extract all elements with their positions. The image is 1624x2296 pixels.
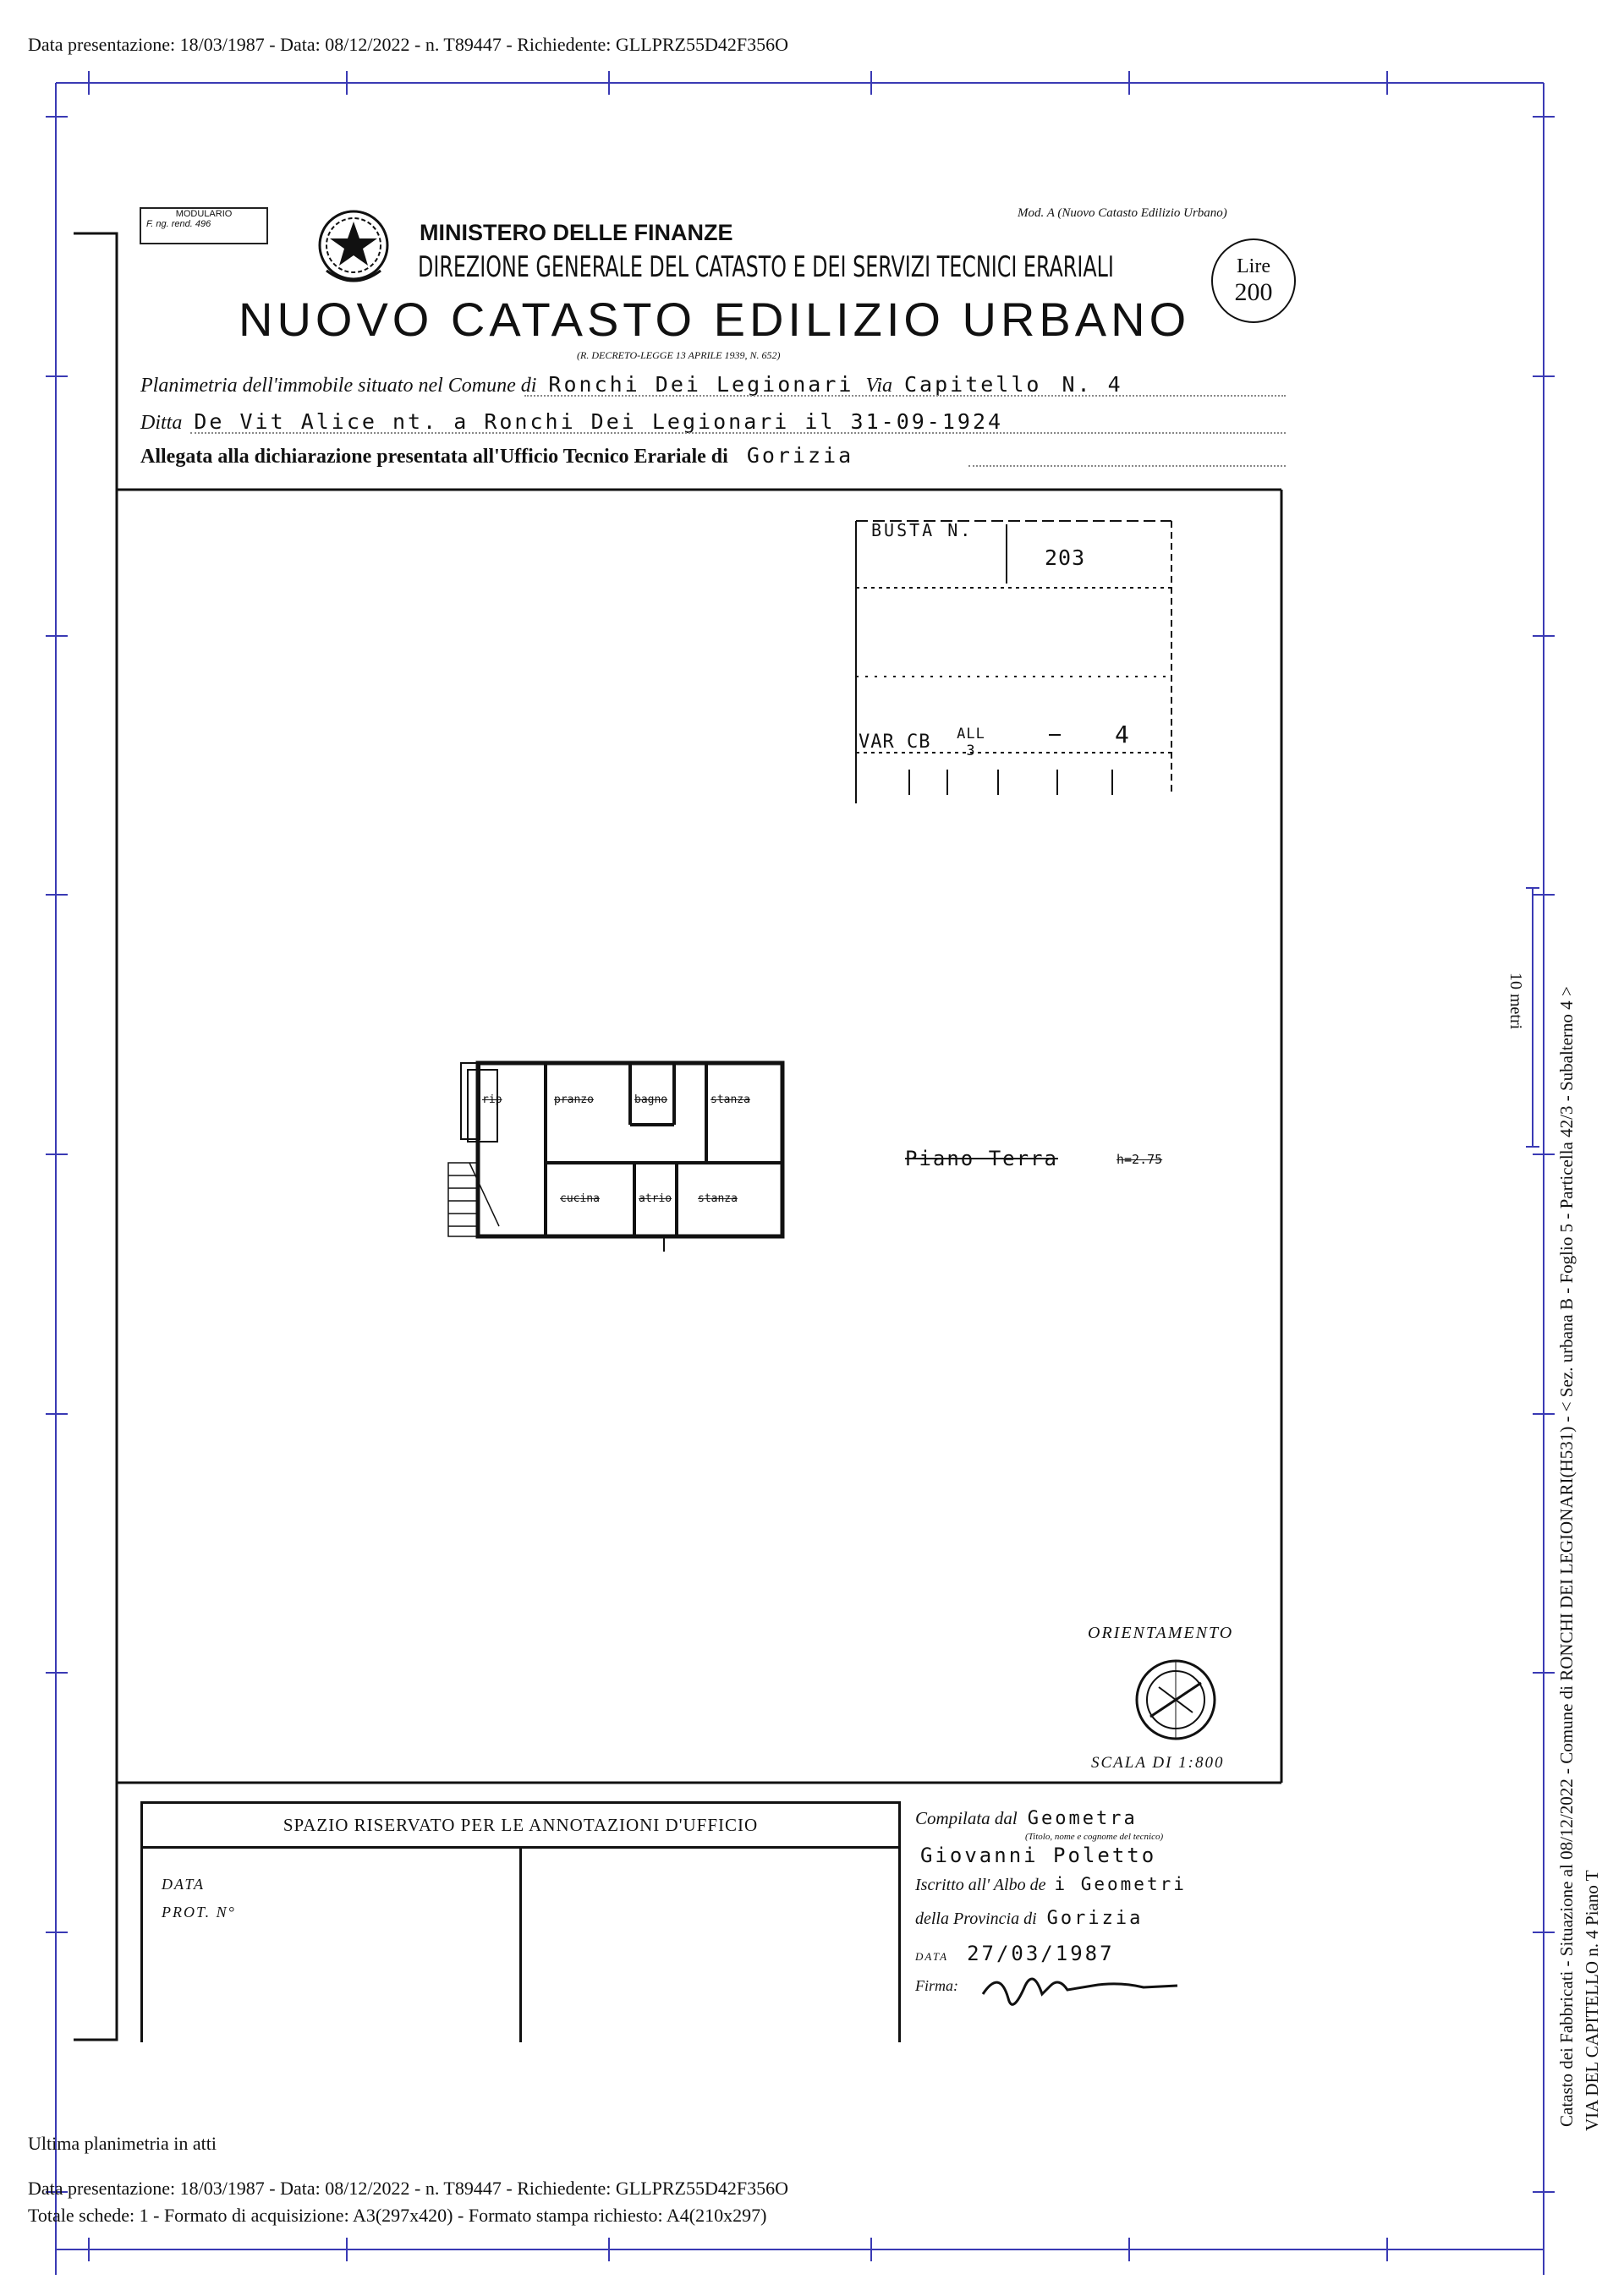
busta-number: 203 [1045, 545, 1086, 570]
modulario-code: F. ng. rend. 496 [146, 219, 211, 229]
compass-icon [1125, 1649, 1226, 1751]
form-line-1 [140, 372, 1284, 397]
all-label: ALL 3 [957, 726, 985, 759]
form-line-2 [140, 409, 1284, 435]
office-divider [519, 1849, 522, 2042]
office-title: SPAZIO RISERVATO PER LE ANNOTAZIONI D'UFFICIO [143, 1804, 898, 1849]
line1-num: N. 4 [1062, 372, 1123, 397]
line1-via-label: Via [865, 375, 892, 397]
room-bagno: bagno [634, 1093, 668, 1106]
name-hint: (Titolo, nome e cognome del tecnico) [1025, 1832, 1164, 1842]
busta-label: BUSTA N. [871, 520, 974, 540]
provincia-value: Gorizia [1046, 1908, 1144, 1929]
line3-value: Gorizia [746, 443, 854, 468]
line2-value: De Vit Alice nt. a Ronchi Dei Legionari il 31-09-1924 [194, 409, 1004, 434]
signature [974, 1960, 1194, 2019]
compiler-data-label: DATA [915, 1950, 949, 1963]
line1-label: Planimetria dell'immobile situato nel Comune di [140, 375, 537, 397]
state-emblem-icon [311, 203, 396, 294]
header-line: Data presentazione: 18/03/1987 - Data: 08/12/2022 - n. T89447 - Richiedente: GLLPRZ55D42F356O [28, 34, 788, 55]
orientation-label: ORIENTAMENTO [1088, 1624, 1234, 1642]
compiler-block [915, 1808, 1287, 2011]
firma-label: Firma: [915, 1977, 958, 1994]
room-pranzo: pranzo [554, 1093, 594, 1106]
ministry-title: MINISTERO DELLE FINANZE [420, 220, 733, 245]
line3-label: Allegata alla dichiarazione presentata all'Ufficio Tecnico Erariale di [140, 446, 728, 468]
albo-value: i Geometri [1054, 1874, 1187, 1894]
scale-bar-label: 10 metri [1506, 973, 1525, 1030]
iscritto-label: Iscritto all' Albo de [915, 1876, 1046, 1894]
busta-stamp [846, 507, 1184, 812]
side-text-2: VIA DEL CAPITELLO n. 4 Piano T [1582, 1870, 1602, 2131]
side-text-1: Catasto dei Fabbricati - Situazione al 08/12/2022 - Comune di RONCHI DEI LEGIONARI(H531) - < Sez. urbana B - Foglio 5 - Particella 42/3 - Subalterno 4 > [1556, 986, 1577, 2127]
compiler-date: 27/03/1987 [967, 1942, 1115, 1965]
footer-line-1: Ultima planimetria in atti [28, 2133, 217, 2154]
scale-label: SCALA DI 1:800 [1091, 1754, 1225, 1772]
line1-comune: Ronchi Dei Legionari [548, 372, 854, 397]
busta-code: 4 [1115, 721, 1130, 748]
fee-stamp [1211, 238, 1296, 323]
dash-mark [1049, 734, 1061, 736]
room-cucina: cucina [560, 1192, 600, 1205]
fee-label: Lire [1237, 255, 1270, 277]
room-atrio: atrio [639, 1192, 672, 1205]
compiler-title: Geometra [1027, 1808, 1138, 1829]
floor-label: Piano Terra [905, 1147, 1058, 1170]
room-rip: rip [482, 1093, 502, 1106]
floor-height: h=2.75 [1116, 1152, 1163, 1167]
compilata-label: Compilata dal [915, 1808, 1018, 1828]
line1-via: Capitello [904, 372, 1042, 397]
provincia-label: della Provincia di [915, 1910, 1037, 1928]
office-box [140, 1801, 901, 2042]
compiler-name: Giovanni Poletto [920, 1844, 1157, 1867]
mod-label: Mod. A (Nuovo Catasto Edilizio Urbano) [1018, 206, 1227, 220]
room-stanza-1: stanza [710, 1093, 750, 1106]
form-title: NUOVO CATASTO EDILIZIO URBANO [239, 293, 1191, 346]
var-label: VAR CB [859, 732, 931, 753]
room-stanza-2: stanza [698, 1192, 738, 1205]
line3-dots [968, 465, 1286, 467]
direction-title: DIREZIONE GENERALE DEL CATASTO E DEI SERVIZI TECNICI ERARIALI [418, 250, 1114, 284]
modulario-box [140, 207, 268, 244]
floor-plan [444, 1053, 816, 1256]
office-prot-label: PROT. N° [162, 1904, 236, 1921]
line2-dots [190, 432, 1286, 434]
decree-line: (R. DECRETO-LEGGE 13 APRILE 1939, N. 652) [577, 349, 781, 361]
footer-line-2: Data presentazione: 18/03/1987 - Data: 08/12/2022 - n. T89447 - Richiedente: GLLPRZ55D42F356O [28, 2178, 788, 2199]
footer-line-3: Totale schede: 1 - Formato di acquisizione: A3(297x420) - Formato stampa richiesto: A4(210x297) [28, 2205, 767, 2226]
fee-value: 200 [1234, 278, 1273, 306]
line2-label: Ditta [140, 412, 183, 434]
office-data-label: DATA [162, 1876, 205, 1893]
modulario-title: MODULARIO [175, 209, 233, 219]
line1-dots [524, 395, 1286, 397]
